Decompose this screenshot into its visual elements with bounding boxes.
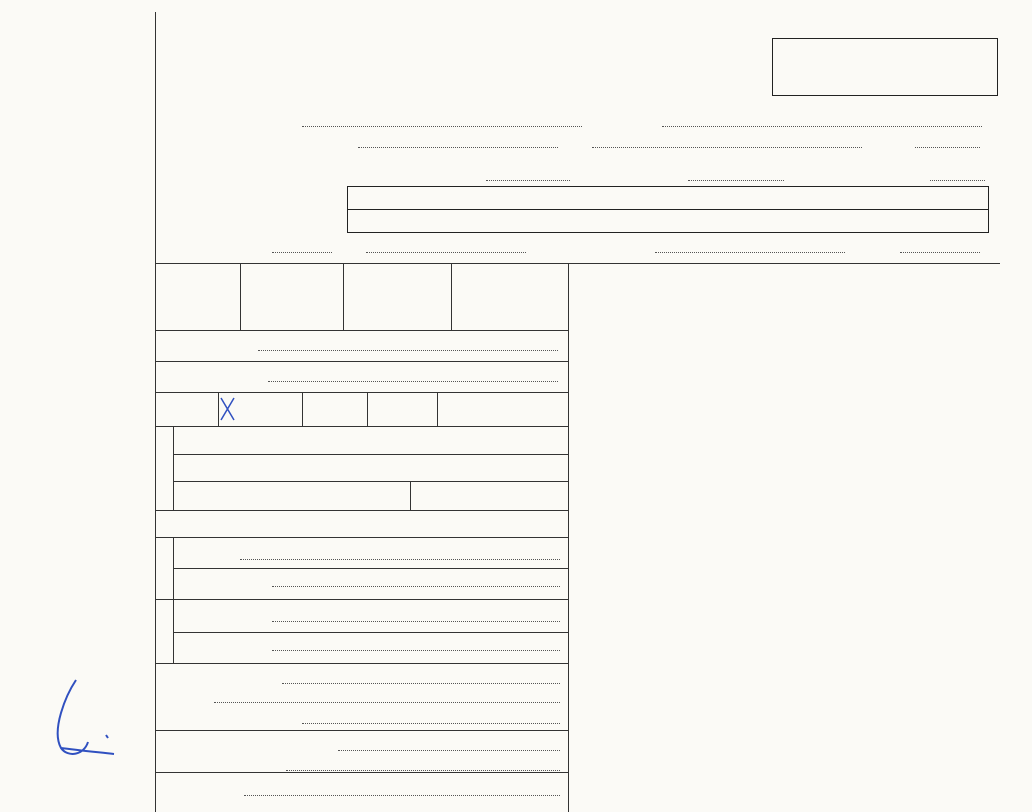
margin-initials-mark: [36, 660, 126, 770]
age-x-mark: [218, 394, 238, 424]
given-names-box: [347, 209, 989, 233]
surname-box: [347, 186, 989, 210]
margin-divider: [155, 12, 156, 812]
registration-box: [772, 38, 998, 96]
